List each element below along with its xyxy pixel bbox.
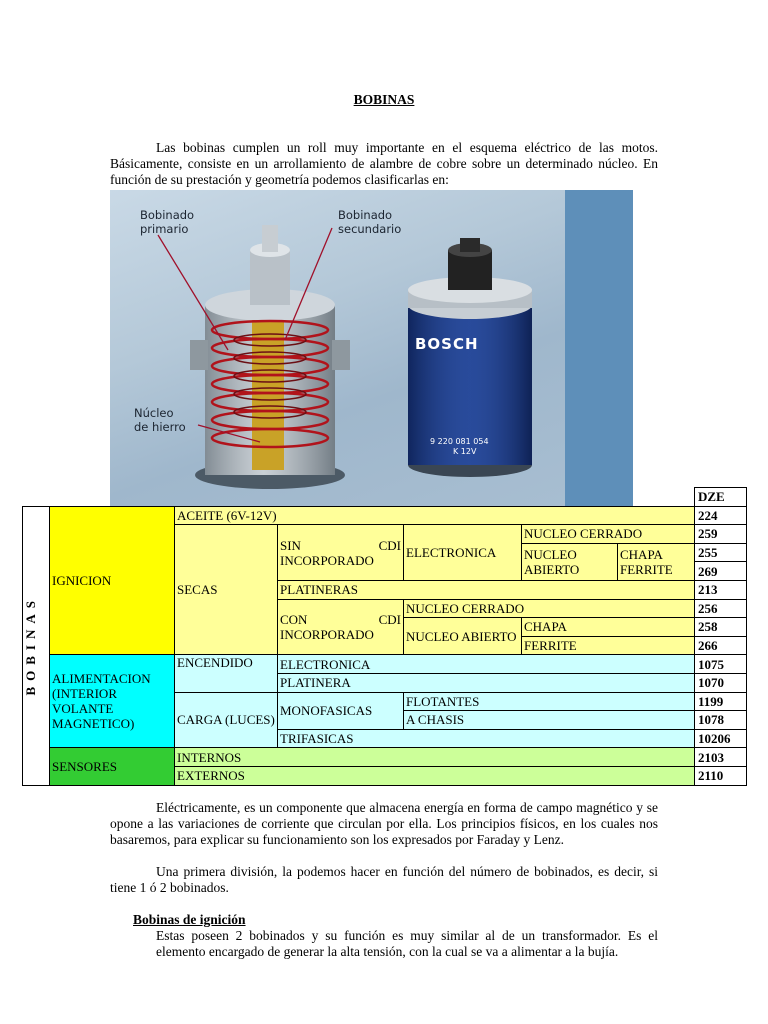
cell-sensores: SENSORES [50,748,175,785]
part-number: 9 220 081 054 [430,437,489,446]
cell-electronica-2: ELECTRONICA [278,655,695,674]
code-266: 266 [695,636,747,655]
code-1070: 1070 [695,673,747,692]
cell-sin-cdi: SIN CDI INCORPORADO [278,525,404,581]
cell-trifasicas: TRIFASICAS [278,729,695,748]
code-1078: 1078 [695,711,747,730]
paragraph-electrically: Eléctricamente, es un componente que almacena energía en forma de campo magnético y se opone a las variaciones de corriente que circulan por ella. Los principios físicos, en los cuales nos basaremos, para explicar su funcionamiento son los expresados por Faraday y Lenz. [110,800,658,847]
cell-ignicion: IGNICION [50,506,175,655]
cell-aceite: ACEITE (6V-12V) [175,506,695,525]
cell-carga: CARGA (LUCES) [175,692,278,748]
voltage-label: K 12V [453,447,477,456]
cell-monofasicas: MONOFASICAS [278,692,404,729]
cell-alimentacion: ALIMENTACION (INTERIOR VOLANTE MAGNETICO) [50,655,175,748]
cell-chapa-ferrite-1: CHAPA FERRITE [618,543,695,580]
coil-illustration [110,190,633,510]
paragraph-ignition-coils: Estas poseen 2 bobinados y su función es muy similar al de un transformador. Es el elemento encargado de generar la alta tensión, con la cual se va a alimentar a la bujía. [156,928,658,959]
code-10206: 10206 [695,729,747,748]
code-256: 256 [695,599,747,618]
page-title: BOBINAS [353,92,415,107]
brand-logo: BOSCH [415,335,479,353]
cell-platinera: PLATINERA [278,673,695,692]
intro-paragraph: Las bobinas cumplen un roll muy importante en el esquema eléctrico de las motos. Básicamente, consiste en un arrollamiento de alambre de cobre sobre un determinado núcleo. En función de su prestación y geometría podemos clasificarlas en: [110,140,658,187]
paragraph-first-division: Una primera división, la podemos hacer en función del número de bobinados, es decir, si tiene 1 ó 2 bobinados. [110,864,658,895]
cell-platineras: PLATINERAS [278,580,695,599]
cell-con-cdi: CON CDI INCORPORADO [278,599,404,655]
code-255: 255 [695,543,747,562]
cell-nucleo-abierto-2: NUCLEO ABIERTO [404,618,522,655]
code-259: 259 [695,525,747,544]
cell-a-chasis: A CHASIS [404,711,695,730]
code-1075: 1075 [695,655,747,674]
cell-chapa-2: CHAPA [522,618,695,637]
code-269: 269 [695,562,747,581]
code-1199: 1199 [695,692,747,711]
cell-nucleo-cerrado-1: NUCLEO CERRADO [522,525,695,544]
cell-externos: EXTERNOS [175,766,695,785]
header-dze: DZE [695,488,747,507]
side-label-bobinas: BOBINAS [23,595,38,696]
code-2103: 2103 [695,748,747,767]
cell-internos: INTERNOS [175,748,695,767]
code-213: 213 [695,580,747,599]
section-heading: Bobinas de ignición [133,912,246,927]
cell-nucleo-cerrado-2: NUCLEO CERRADO [404,599,695,618]
code-2110: 2110 [695,766,747,785]
label-bobinado-primario: Bobinado primario [140,208,195,236]
cell-flotantes: FLOTANTES [404,692,695,711]
code-258: 258 [695,618,747,637]
label-nucleo-hierro: Núcleo de hierro [134,406,186,434]
label-bobinado-secundario: Bobinado secundario [338,208,402,236]
ignition-coil-figure [110,190,633,510]
classification-table [22,487,747,786]
code-224: 224 [695,506,747,525]
cell-ferrite-2: FERRITE [522,636,695,655]
cell-electronica: ELECTRONICA [404,525,522,581]
cell-nucleo-abierto-1: NUCLEO ABIERTO [522,543,618,580]
cell-encendido: ENCENDIDO [175,655,278,692]
cell-secas: SECAS [175,525,278,655]
